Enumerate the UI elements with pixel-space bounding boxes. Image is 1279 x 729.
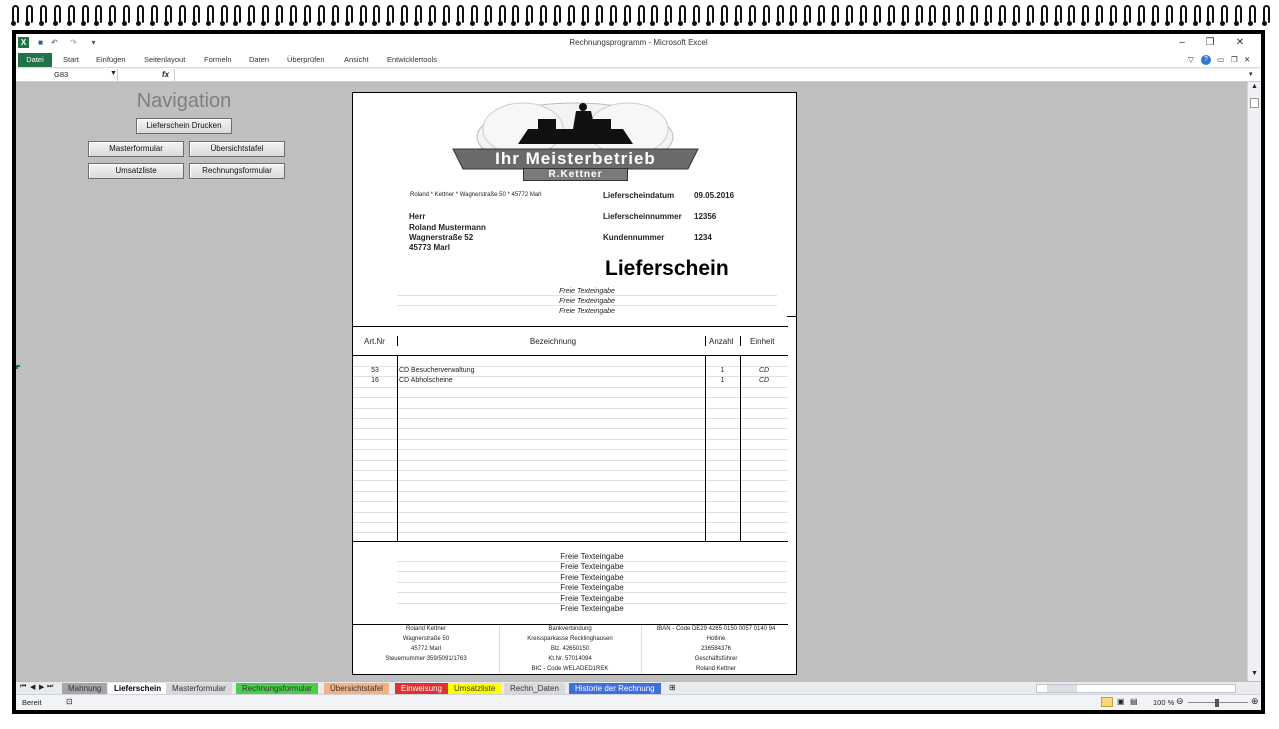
meta-label-customer: Kundennummer <box>603 233 665 242</box>
view-pagebreak-icon[interactable]: ▤ <box>1130 697 1138 706</box>
binder-ring <box>151 5 158 23</box>
binder-ring <box>1194 5 1201 23</box>
table-row-line <box>353 408 788 409</box>
tab-formeln[interactable]: Formeln <box>204 55 232 64</box>
footer-r5-c3: Roland Kettner <box>695 666 737 672</box>
item-1-anzahl: 1 <box>720 367 725 374</box>
binder-ring <box>68 5 75 23</box>
binder-ring <box>1068 5 1075 23</box>
item-1-art: 53 <box>371 367 379 374</box>
binder-ring <box>790 5 797 23</box>
minimize-icon[interactable]: – <box>1179 37 1185 48</box>
binder-ring <box>721 5 728 23</box>
header-art: Art.Nr <box>364 337 385 346</box>
table-col-line-2 <box>705 356 706 541</box>
rechnungsformular-button[interactable]: Rechnungsformular <box>189 163 285 179</box>
footer-r4-c1: Steuernummer 359/5091/1763 <box>385 656 467 662</box>
tab-daten[interactable]: Daten <box>249 55 270 64</box>
binder-ring <box>179 5 186 23</box>
binder-ring <box>651 5 658 23</box>
table-row-line <box>353 397 788 398</box>
binder-ring <box>596 5 603 23</box>
table-row-line <box>353 501 788 502</box>
window-close-icon[interactable]: ✕ <box>1244 55 1251 64</box>
item-2-bez: CD Abholscheine <box>399 377 453 384</box>
binder-ring <box>415 5 422 23</box>
binder-ring <box>624 5 631 23</box>
binder-ring <box>1235 5 1242 23</box>
fx-icon[interactable]: fx <box>162 70 170 79</box>
table-header-rule <box>353 326 788 327</box>
screenshot-frame <box>12 30 1265 714</box>
binder-ring <box>902 5 909 23</box>
meta-label-date: Lieferscheindatum <box>603 191 675 200</box>
header-sep-3 <box>740 336 741 346</box>
binder-ring <box>1027 5 1034 23</box>
binder-ring <box>373 5 380 23</box>
tab-nav-last-icon[interactable]: ⏭ <box>47 683 54 690</box>
binder-ring <box>318 5 325 23</box>
binder-ring <box>332 5 339 23</box>
binder-ring <box>943 5 950 23</box>
binder-ring <box>429 5 436 23</box>
binder-ring <box>916 5 923 23</box>
footer-r1-c1: Roland Kettner <box>405 626 447 632</box>
sheet-tab-historie-der-rechnung[interactable]: Historie der Rechnung <box>569 683 661 694</box>
item-2-anzahl: 1 <box>720 377 725 384</box>
ribbon-tabs <box>16 52 1261 68</box>
divider <box>787 316 797 317</box>
binder-ring <box>1013 5 1020 23</box>
item-1-einheit: CD <box>758 367 770 374</box>
free-text-top-3: Freie Texteingabe <box>559 308 615 315</box>
binder-ring <box>957 5 964 23</box>
binder-ring <box>401 5 408 23</box>
hscroll-thumb[interactable] <box>1047 685 1077 692</box>
customize-toolbar-icon[interactable]: ▾ <box>91 38 96 47</box>
binder-ring <box>1110 5 1117 23</box>
zoom-slider[interactable] <box>1188 702 1248 703</box>
redo-icon[interactable]: ↷ <box>70 38 77 47</box>
binder-ring <box>1207 5 1214 23</box>
table-row-line <box>353 387 788 388</box>
zoom-out-icon[interactable]: ⊖ <box>1176 696 1184 706</box>
tab-start[interactable]: Start <box>63 55 79 64</box>
binder-ring <box>540 5 547 23</box>
close-icon[interactable]: ✕ <box>1235 37 1245 48</box>
name-box-dropdown-icon[interactable]: ▼ <box>110 70 117 77</box>
window-minimize-icon[interactable]: ▭ <box>1217 55 1225 64</box>
footer-r2-c2: Kreissparkasse Recklinghausen <box>527 636 613 642</box>
binder-ring <box>276 5 283 23</box>
binder-ring <box>95 5 102 23</box>
binder-ring <box>1055 5 1062 23</box>
footer-rule <box>353 624 788 625</box>
binder-ring <box>499 5 506 23</box>
tab-datei[interactable]: Datei <box>18 53 52 67</box>
sheet-tab--bersichtstafel[interactable]: Übersichtstafel <box>324 683 389 694</box>
binder-ring <box>985 5 992 23</box>
table-row-line <box>353 532 788 533</box>
binder-ring <box>777 5 784 23</box>
status-bar <box>16 694 1261 710</box>
table-row-line <box>353 480 788 481</box>
binder-ring <box>846 5 853 23</box>
footer-r4-c3: Geschäftsführer <box>694 656 738 662</box>
binder-ring <box>818 5 825 23</box>
sheet-tab-rechnungsformular[interactable]: Rechnungsformular <box>236 683 318 694</box>
navigation-title: Navigation <box>136 90 232 112</box>
binder-ring <box>1082 5 1089 23</box>
binder-ring <box>763 5 770 23</box>
binder-ring <box>707 5 714 23</box>
binder-ring <box>1249 5 1256 23</box>
macro-record-icon[interactable]: ⊡ <box>66 697 73 706</box>
table-col-line-3 <box>740 356 741 541</box>
binder-ring <box>26 5 33 23</box>
masterformular-button[interactable]: Masterformular <box>88 141 184 157</box>
document-heading: Lieferschein <box>605 257 729 280</box>
item-2-einheit: CD <box>758 377 770 384</box>
lieferschein-page <box>352 92 797 675</box>
binder-ring <box>54 5 61 23</box>
excel-logo-icon: X <box>18 37 29 48</box>
footer-r3-c2: Blz. 42650150 <box>550 646 590 652</box>
binder-ring <box>123 5 130 23</box>
binder-ring <box>735 5 742 23</box>
binder-ring <box>568 5 575 23</box>
binder-ring <box>665 5 672 23</box>
free-text-bottom-2: Freie Texteingabe <box>397 562 787 572</box>
spiral-binding <box>0 0 1279 30</box>
binder-ring <box>512 5 519 23</box>
item-1-bez: CD Besucherverwaltung <box>399 367 475 374</box>
binder-ring <box>1152 5 1159 23</box>
sender-line: Roland * Kettner * Wagnerstraße 50 * 45772 Marl <box>410 192 542 198</box>
help-icon[interactable]: ? <box>1201 55 1211 65</box>
free-text-bottom-4: Freie Texteingabe <box>397 583 787 593</box>
binder-ring <box>582 5 589 23</box>
scroll-down-icon[interactable]: ▼ <box>1251 670 1258 677</box>
meta-value-customer: 1234 <box>694 233 712 242</box>
zoom-in-icon[interactable]: ⊕ <box>1251 696 1259 706</box>
binder-ring <box>360 5 367 23</box>
table-col-line-1 <box>397 356 398 541</box>
binder-ring <box>262 5 269 23</box>
free-text-bottom-3: Freie Texteingabe <box>397 573 787 583</box>
formula-bar <box>16 69 1261 82</box>
header-sep-1 <box>397 336 398 346</box>
sheet-tab-masterformular[interactable]: Masterformular <box>166 683 232 694</box>
table-row-line <box>353 428 788 429</box>
free-text-top-1: Freie Texteingabe <box>397 288 777 296</box>
free-text-top-2: Freie Texteingabe <box>397 298 777 306</box>
binder-ring <box>526 5 533 23</box>
binder-ring <box>40 5 47 23</box>
binder-ring <box>248 5 255 23</box>
binder-ring <box>693 5 700 23</box>
meta-label-number: Lieferscheinnummer <box>603 212 682 221</box>
undo-icon[interactable]: ↶ <box>51 38 58 47</box>
meta-value-date: 09.05.2016 <box>694 191 735 200</box>
vertical-scrollbar[interactable] <box>1247 82 1261 681</box>
footer-r3-c3: 236584376 <box>700 646 732 652</box>
footer-r3-c1: 45772 Marl <box>410 646 442 652</box>
table-body-rule <box>353 355 788 356</box>
binder-ring <box>443 5 450 23</box>
binder-ring <box>888 5 895 23</box>
window-title: Rechnungsprogramm - Microsoft Excel <box>569 38 708 47</box>
logo-title: Ihr Meisterbetrieb <box>495 149 656 168</box>
binder-ring <box>1096 5 1103 23</box>
sheet-tab-mahnung[interactable]: Mahnung <box>62 683 107 694</box>
binder-ring <box>1138 5 1145 23</box>
binder-ring <box>1124 5 1131 23</box>
table-row-line <box>353 512 788 513</box>
binder-ring <box>346 5 353 23</box>
binder-ring <box>1166 5 1173 23</box>
expand-formula-icon[interactable]: ▾ <box>1249 71 1253 78</box>
table-row-line <box>353 449 788 450</box>
free-text-bottom-1: Freie Texteingabe <box>397 552 787 562</box>
table-row-line <box>353 439 788 440</box>
address-name: Roland Mustermann <box>409 223 486 232</box>
table-row-line <box>353 418 788 419</box>
binder-ring <box>999 5 1006 23</box>
tab-nav-prev-icon[interactable]: ◀ <box>30 684 36 691</box>
header-bez: Bezeichnung <box>529 337 577 346</box>
save-icon[interactable]: ■ <box>38 38 43 47</box>
free-text-bottom-6: Freie Texteingabe <box>560 604 624 613</box>
binder-ring <box>1221 5 1228 23</box>
binder-ring <box>554 5 561 23</box>
tab-nav-first-icon[interactable]: ⏮ <box>20 683 27 690</box>
footer-r2-c1: Wagnerstraße 50 <box>402 636 450 642</box>
tab-ansicht[interactable]: Ansicht <box>344 55 369 64</box>
binder-ring <box>485 5 492 23</box>
binder-ring <box>860 5 867 23</box>
binder-ring <box>290 5 297 23</box>
tab-ueberpruefen[interactable]: Überprüfen <box>287 55 325 64</box>
zoom-level[interactable]: 100 % <box>1153 698 1175 707</box>
sheet-tab-bar <box>16 681 1261 694</box>
sheet-tab-rechn-daten[interactable]: Rechn_Daten <box>504 683 565 694</box>
footer-r1-c2: Bankverbindung <box>548 626 592 632</box>
binder-ring <box>679 5 686 23</box>
excel-window <box>16 34 1261 710</box>
zoom-slider-thumb[interactable] <box>1215 699 1219 707</box>
binder-ring <box>610 5 617 23</box>
binder-ring <box>1041 5 1048 23</box>
footer-r4-c2: Kt.Nr. 57014094 <box>548 656 592 662</box>
binder-ring <box>387 5 394 23</box>
binder-ring <box>971 5 978 23</box>
table-row-line <box>353 460 788 461</box>
address-city: 45773 Marl <box>409 243 450 252</box>
scroll-thumb[interactable] <box>1250 98 1259 108</box>
binder-ring <box>12 5 19 23</box>
binder-ring <box>929 5 936 23</box>
binder-ring <box>804 5 811 23</box>
status-ready: Bereit <box>22 698 42 707</box>
tab-seitenlayout[interactable]: Seitenlayout <box>144 55 186 64</box>
selection-marker <box>16 365 20 369</box>
header-einheit: Einheit <box>750 337 775 346</box>
umsatzliste-button[interactable]: Umsatzliste <box>88 163 184 179</box>
logo-subtitle: R.Kettner <box>523 168 628 181</box>
worksheet-area[interactable] <box>16 82 1247 681</box>
binder-ring <box>304 5 311 23</box>
table-row-line <box>353 491 788 492</box>
address-street: Wagnerstraße 52 <box>409 233 474 242</box>
binder-ring <box>82 5 89 23</box>
tab-einfuegen[interactable]: Einfügen <box>96 55 126 64</box>
company-logo <box>443 99 708 183</box>
footer-r2-c3: Hotline <box>706 636 726 642</box>
binder-ring <box>137 5 144 23</box>
uebersichtstafel-button[interactable]: Übersichtstafel <box>189 141 285 157</box>
minimize-ribbon-icon[interactable]: ▽ <box>1188 55 1194 64</box>
table-row-line <box>353 522 788 523</box>
header-anzahl: Anzahl <box>709 337 734 346</box>
binder-ring <box>638 5 645 23</box>
binder-ring <box>1180 5 1187 23</box>
sheet-tab-lieferschein[interactable]: Lieferschein <box>108 683 167 694</box>
view-normal-icon[interactable] <box>1101 697 1113 707</box>
binder-ring <box>234 5 241 23</box>
header-sep-2 <box>705 336 706 346</box>
name-box[interactable]: G83 <box>16 69 118 81</box>
binder-ring <box>207 5 214 23</box>
insert-sheet-icon[interactable]: ⊞ <box>669 683 676 692</box>
binder-ring <box>457 5 464 23</box>
window-restore-icon[interactable]: ❐ <box>1231 55 1238 64</box>
binder-ring <box>193 5 200 23</box>
footer-r1-c3: IBAN - Code DE29 4265 0150 0057 0140 94 <box>656 626 776 632</box>
sheet-tab-einweisung[interactable]: Einweisung <box>395 683 448 694</box>
binder-ring <box>749 5 756 23</box>
address-salutation: Herr <box>409 212 426 221</box>
formula-input[interactable] <box>174 69 1244 81</box>
meta-value-number: 12356 <box>694 212 717 221</box>
binder-ring <box>832 5 839 23</box>
sheet-tab-umsatzliste[interactable]: Umsatzliste <box>448 683 501 694</box>
tab-entwicklertools[interactable]: Entwicklertools <box>387 55 438 64</box>
table-bottom-rule <box>353 541 788 542</box>
title-bar <box>16 34 1261 52</box>
binder-ring <box>221 5 228 23</box>
free-text-bottom-5: Freie Texteingabe <box>397 594 787 604</box>
binder-ring <box>165 5 172 23</box>
item-2-art: 16 <box>371 377 379 384</box>
binder-ring <box>109 5 116 23</box>
scroll-up-icon[interactable]: ▲ <box>1251 83 1258 90</box>
lieferschein-drucken-button[interactable]: Lieferschein Drucken <box>136 118 232 134</box>
footer-r5-c2: BIC - Code WELADED1REK <box>531 666 609 672</box>
binder-ring <box>1263 5 1270 23</box>
binder-ring <box>471 5 478 23</box>
binder-ring <box>874 5 881 23</box>
restore-icon[interactable]: ❐ <box>1205 37 1215 48</box>
table-row-line <box>353 470 788 471</box>
horizontal-scrollbar[interactable] <box>1036 684 1236 693</box>
tab-nav-next-icon[interactable]: ▶ <box>39 684 45 691</box>
view-layout-icon[interactable]: ▣ <box>1117 697 1125 706</box>
